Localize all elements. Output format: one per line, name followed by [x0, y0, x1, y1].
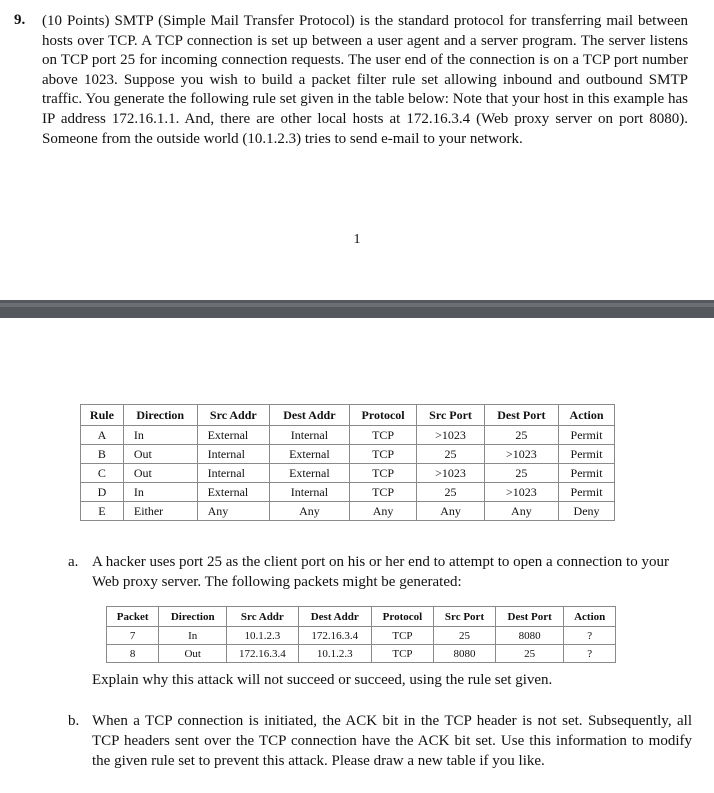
cell-action: Permit [559, 426, 615, 445]
header-dest-port: Dest Port [495, 607, 563, 627]
header-dest-addr: Dest Addr [270, 405, 350, 426]
part-a-label: a. [68, 554, 79, 570]
cell-protocol: TCP [349, 464, 417, 483]
cell-packet: 8 [107, 645, 159, 663]
table-row [81, 483, 615, 502]
cell-direction: Either [123, 502, 197, 521]
cell-src-port: 25 [417, 445, 484, 464]
cell-direction: In [123, 483, 197, 502]
cell-dest-addr: 172.16.3.4 [298, 627, 371, 645]
cell-action: Permit [559, 483, 615, 502]
cell-protocol: TCP [349, 445, 417, 464]
header-direction: Direction [123, 405, 197, 426]
part-b-label: b. [68, 713, 80, 729]
page-one [0, 0, 714, 300]
cell-action: ? [564, 645, 616, 663]
header-packet: Packet [107, 607, 159, 627]
cell-src-addr: Any [197, 502, 269, 521]
cell-dest-addr: Internal [270, 426, 350, 445]
table-row [107, 627, 616, 645]
cell-src-addr: 172.16.3.4 [227, 645, 299, 663]
cell-direction: Out [159, 645, 227, 663]
table-row [81, 502, 615, 521]
cell-direction: Out [123, 464, 197, 483]
cell-dest-addr: External [270, 464, 350, 483]
cell-src-port: >1023 [417, 426, 484, 445]
header-protocol: Protocol [371, 607, 433, 627]
cell-dest-port: 25 [484, 464, 558, 483]
cell-action: ? [564, 627, 616, 645]
cell-src-port: 25 [434, 627, 496, 645]
cell-action: Deny [559, 502, 615, 521]
cell-dest-port: >1023 [484, 445, 558, 464]
cell-protocol: TCP [349, 426, 417, 445]
cell-src-addr: Internal [197, 464, 269, 483]
cell-src-port: >1023 [417, 464, 484, 483]
header-dest-port: Dest Port [484, 405, 558, 426]
cell-rule: E [81, 502, 124, 521]
cell-packet: 7 [107, 627, 159, 645]
cell-rule: A [81, 426, 124, 445]
page-number: 1 [353, 232, 361, 247]
page-divider [0, 300, 714, 318]
cell-direction: Out [123, 445, 197, 464]
cell-direction: In [159, 627, 227, 645]
cell-protocol: TCP [371, 627, 433, 645]
cell-action: Permit [559, 445, 615, 464]
table-row [81, 445, 615, 464]
header-src-port: Src Port [434, 607, 496, 627]
header-rule: Rule [81, 405, 124, 426]
question-number: 9. [14, 12, 26, 28]
rules-header-row [81, 405, 615, 426]
rules-table [80, 404, 615, 521]
cell-src-port: 8080 [434, 645, 496, 663]
cell-src-port: Any [417, 502, 484, 521]
cell-src-addr: External [197, 426, 269, 445]
table-row [81, 426, 615, 445]
cell-dest-addr: External [270, 445, 350, 464]
cell-dest-port: Any [484, 502, 558, 521]
cell-rule: D [81, 483, 124, 502]
part-a-text: A hacker uses port 25 as the client port on his or her end to attempt to open a connection to your Web proxy server. The following packets might be generated: [92, 554, 669, 590]
cell-src-addr: External [197, 483, 269, 502]
cell-src-port: 25 [417, 483, 484, 502]
cell-direction: In [123, 426, 197, 445]
header-protocol: Protocol [349, 405, 417, 426]
header-action: Action [559, 405, 615, 426]
cell-dest-port: 25 [484, 426, 558, 445]
cell-protocol: Any [349, 502, 417, 521]
header-dest-addr: Dest Addr [298, 607, 371, 627]
cell-rule: B [81, 445, 124, 464]
table-row [81, 464, 615, 483]
packet-header-row [107, 607, 616, 627]
header-src-addr: Src Addr [197, 405, 269, 426]
cell-dest-addr: Internal [270, 483, 350, 502]
header-src-port: Src Port [417, 405, 484, 426]
cell-src-addr: 10.1.2.3 [227, 627, 299, 645]
cell-dest-port: >1023 [484, 483, 558, 502]
question-text: (10 Points) SMTP (Simple Mail Transfer Protocol) is the standard protocol for transferring mail between hosts over TCP. A TCP connection is set up between a user agent and a server program. The server listens on TCP port 25 for incoming connection requests. The user end of the connection is on a TCP port number above 1023. Suppose you wish to build a packet filter rule set allowing inbound and outbound SMTP traffic. You generate the following rule set given in the table below: Note that your host in this example has IP address 172.16.1.1. And, there are other local hosts at 172.16.3.4 (Web proxy server on port 8080). Someone from the outside world (10.1.2.3) tries to send e-mail to your network. [42, 13, 688, 147]
cell-dest-port: 25 [495, 645, 563, 663]
cell-dest-addr: 10.1.2.3 [298, 645, 371, 663]
part-a-explain: Explain why this attack will not succeed or succeed, using the rule set given. [92, 672, 553, 688]
cell-src-addr: Internal [197, 445, 269, 464]
table-row [107, 645, 616, 663]
header-direction: Direction [159, 607, 227, 627]
cell-rule: C [81, 464, 124, 483]
packet-table [106, 606, 616, 663]
cell-dest-addr: Any [270, 502, 350, 521]
cell-dest-port: 8080 [495, 627, 563, 645]
part-b-text: When a TCP connection is initiated, the ACK bit in the TCP header is not set. Subsequently, all TCP headers sent over the TCP connection have the ACK bit set. Use this information to modify the given rule set to prevent this attack. Please draw a new table if you like. [92, 713, 692, 769]
header-action: Action [564, 607, 616, 627]
cell-action: Permit [559, 464, 615, 483]
header-src-addr: Src Addr [227, 607, 299, 627]
cell-protocol: TCP [371, 645, 433, 663]
cell-protocol: TCP [349, 483, 417, 502]
